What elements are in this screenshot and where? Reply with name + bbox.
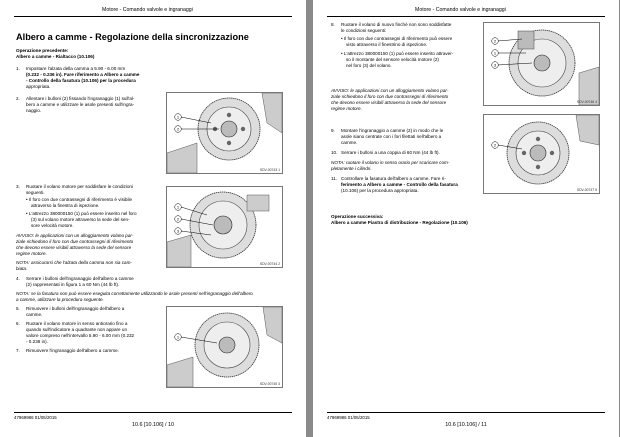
- footer-doc: 47969986 01/05/2015: [14, 415, 57, 420]
- right-page: [313, 0, 619, 437]
- step-4-num: 4.: [16, 276, 20, 281]
- header-rule: [327, 16, 605, 17]
- precedente-label: Operazione precedente:: [16, 48, 69, 53]
- nota-1: NOTA: assicurarsi che l'alzata della camma non sia cam- biata.: [16, 260, 132, 271]
- callout-2: 2: [493, 38, 497, 44]
- step-4-text: Serrare i bulloni dell'ingranaggio dell'albero a camme (2) rappresentati in figura 1 a 60 Nm (44 lb ft).: [26, 276, 134, 287]
- header-rule: [14, 16, 292, 17]
- callout-3: 3: [493, 62, 497, 68]
- figure-2: [166, 186, 283, 268]
- figure-4-drawing: [484, 23, 599, 105]
- figure-1: [166, 92, 283, 174]
- section-title: Albero a camme - Regolazione della sincronizzazione: [16, 32, 249, 42]
- figure-1-drawing: [167, 93, 282, 173]
- callout-1: 1: [176, 114, 180, 120]
- callout-2: 2: [176, 216, 180, 222]
- step-7-text: Rimuovere l'ingranaggio dell'albero a camme.: [26, 348, 119, 353]
- callout-1: 1: [493, 50, 497, 56]
- step-3-bullets: • Il foro con due contrassegni di riferimento è visibile attraverso la finestra di ispezione. • L'attrezzo 380000150 (1) può essere inserito nel foro (3) sul volano motore attraverso la sede del sen- sore velocità motore.: [26, 197, 137, 228]
- figure-1-label: SDV-00743 1: [259, 168, 280, 172]
- footer-rule: [14, 412, 292, 413]
- step-5-text: Rimuovere i bulloni dell'ingranaggio dell'albero a camme.: [26, 306, 125, 317]
- successiva-label: Operazione successiva:: [331, 214, 384, 219]
- figure-2-drawing: [167, 187, 282, 267]
- figure-5-drawing: [484, 115, 599, 193]
- figure-5-label: SDV-00747 5: [576, 188, 597, 192]
- footer-doc: 47969986 01/05/2015: [327, 415, 370, 420]
- step-8-bullets: • Il foro con due contrassegni di riferimento può essere visto attraverso il finestrino di ispezione. • L'attrezzo 380000150 (1) può essere inserito attraver- so il montante del sensore velocità motore (2) nel foro (3) del volano.: [341, 36, 454, 68]
- figure-5: [483, 114, 600, 194]
- figure-3: [166, 306, 283, 388]
- precedente-ref: Albero a camme - Rialtacco (10.106): [16, 54, 95, 59]
- step-3-text: Ruotare il volano motore per soddisfare le condizioni seguenti.: [26, 184, 133, 195]
- page-header-title: Motore - Comando valvole e ingranaggi: [415, 7, 506, 13]
- callout-2: 2: [176, 126, 180, 132]
- callout-2: 2: [493, 142, 497, 148]
- callout-1: 1: [176, 334, 180, 340]
- step-1-num: 1.: [16, 66, 20, 71]
- step-11-text: Controllare la fasatura dell'albero a camme. Fare ri- ferimento a Albero a camme - Controllo della fasatura (10.106) per la procedura appropriata.: [341, 176, 458, 193]
- footer-page: 10.6 [10.106] / 11: [445, 422, 487, 428]
- step-6-text: Ruotare il volano motore in senso antiorario fino a quando sull'indicatore a quadrante non appare un valore compreso nell'intervallo 5.90 - 6.00 mm (0.232 - 0.236 in).: [26, 321, 135, 344]
- figure-3-label: SDV-00745 3: [259, 382, 280, 386]
- step-9-text: Montare l'ingranaggio a camme (2) in modo che le asole siano centrate con i fori filettati nell'albero a camme.: [341, 128, 444, 145]
- avviso-left: AVVISO: le applicazioni con un alloggiamento volano par- ziale richiedono il foro con due contrassegni di riferimento che devono essere visibili attraverso la sede del sensore regime motore.: [16, 233, 134, 256]
- figure-4: [483, 22, 600, 106]
- step-8-text: Ruotare il volano di nuovo finché non sono soddisfatte le condizioni seguenti:: [341, 22, 452, 33]
- page-header-title: Motore - Comando valvole e ingranaggi: [102, 7, 193, 13]
- step-1-text: Impostare l'alzata della camma a 5.90 - 6.00 mm (0.232 - 0.236 in). Fare riferimento a Albero a camme - Controllo della fasatura (10.106) per la procedura appropriata.: [26, 66, 140, 89]
- nota-2: NOTA: se la fasatura non può essere eseguita correttamente utilizzando le asole presenti nell'ingranaggio dell'albero a camme, utilizzare la procedura seguente.: [16, 291, 253, 302]
- step-7-num: 7.: [16, 348, 20, 353]
- left-page: [0, 0, 306, 437]
- step-10-text: Serrare i bulloni a una coppia di 60 Nm (44 lb ft).: [341, 150, 440, 155]
- step-2-num: 2.: [16, 96, 20, 101]
- nota-right: NOTA: ruotare il volano in senso orario per scaricare com- pletamente i cilindri.: [331, 160, 450, 171]
- figure-3-drawing: [167, 307, 282, 387]
- step-10-num: 10.: [331, 150, 338, 155]
- step-9-num: 9.: [331, 128, 335, 133]
- step-6-num: 6.: [16, 321, 20, 326]
- avviso-right: AVVISO: le applicazioni con un alloggiamento volano par- ziale richiedono il foro con due contrassegni di riferimento che devono essere visibili attraverso la sede del sensore regime motore.: [331, 88, 449, 111]
- footer-rule: [327, 412, 605, 413]
- successiva-ref: Albero a camme Piastra di distribuzione - Regolazione (10.106): [331, 220, 468, 225]
- figure-4-label: SDV-00746 4: [576, 100, 597, 104]
- step-8-num: 8.: [331, 22, 335, 27]
- step-5-num: 5.: [16, 306, 20, 311]
- step-2-text: Allentare i bulloni (2) fissando l'ingranaggio (1) sull'al- bero a camme e utilizzare le asole presenti sull'ingra- naggio.: [26, 96, 135, 113]
- figure-2-label: SDV-00744 2: [259, 262, 280, 266]
- footer-page: 10.6 [10.106] / 10: [132, 422, 174, 428]
- step-11-num: 11.: [331, 176, 338, 181]
- step-3-num: 3.: [16, 184, 20, 189]
- callout-1: 1: [176, 204, 180, 210]
- callout-3: 3: [176, 228, 180, 234]
